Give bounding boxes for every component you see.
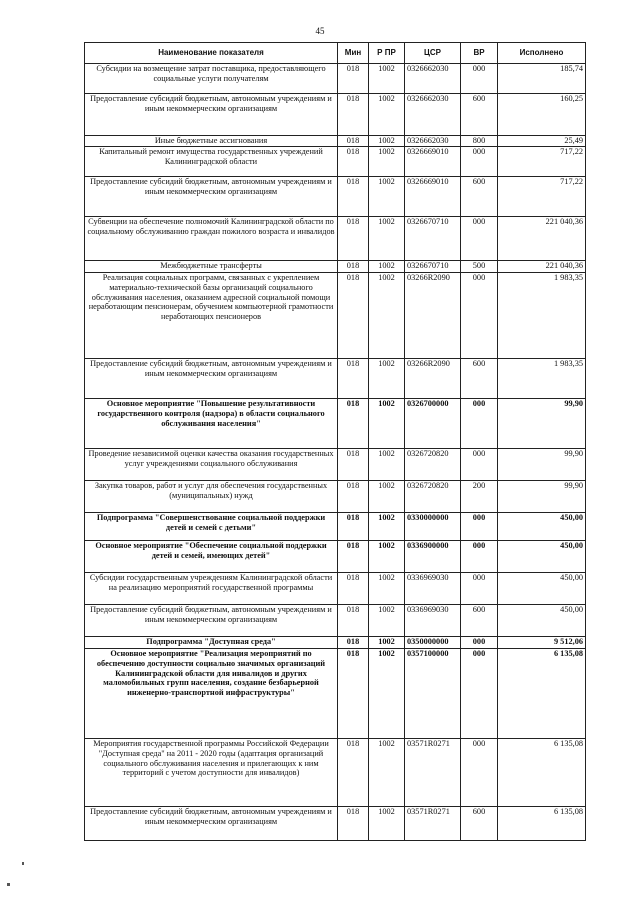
- row-min-cell: 018: [338, 399, 369, 449]
- row-vr-cell: 600: [461, 94, 498, 136]
- row-rpr-cell: 1002: [369, 573, 405, 605]
- row-vr-cell: 000: [461, 573, 498, 605]
- row-min-cell: 018: [338, 605, 369, 637]
- row-done-cell: 99,90: [498, 449, 586, 481]
- row-vr-cell: 000: [461, 649, 498, 739]
- table-row: [85, 64, 586, 94]
- row-done-cell: 6 135,08: [498, 649, 586, 739]
- row-csr-cell: 0326662030: [405, 94, 461, 136]
- row-rpr-cell: 1002: [369, 649, 405, 739]
- row-rpr-cell: 1002: [369, 739, 405, 807]
- col-header-rpr: Р ПР: [369, 43, 405, 64]
- table-row: [85, 649, 586, 739]
- row-done-cell: 99,90: [498, 399, 586, 449]
- row-rpr-cell: 1002: [369, 273, 405, 359]
- row-name-cell: Закупка товаров, работ и услуг для обеспечения государственных (муниципальных) нужд: [85, 481, 338, 513]
- row-csr-cell: 0326669010: [405, 147, 461, 177]
- row-min-cell: 018: [338, 217, 369, 261]
- row-vr-cell: 000: [461, 541, 498, 573]
- row-name-cell: Предоставление субсидий бюджетным, автономным учреждениям и иным некоммерческим организациям: [85, 807, 338, 841]
- row-min-cell: 018: [338, 94, 369, 136]
- table-row: [85, 739, 586, 807]
- col-header-name: Наименование показателя: [85, 43, 338, 64]
- row-done-cell: 9 512,06: [498, 637, 586, 649]
- row-rpr-cell: 1002: [369, 64, 405, 94]
- row-name-cell: Иные бюджетные ассигнования: [85, 136, 338, 147]
- row-rpr-cell: 1002: [369, 136, 405, 147]
- row-name-cell: Основное мероприятие "Реализация мероприятий по обеспечению доступности социально значимых организаций Калининградской области для инвалидов и других маломобильных групп населения, создание безбарьерной инженерно-транспортной инфраструктуры": [85, 649, 338, 739]
- row-rpr-cell: 1002: [369, 399, 405, 449]
- row-done-cell: 450,00: [498, 541, 586, 573]
- row-done-cell: 717,22: [498, 147, 586, 177]
- row-csr-cell: 03266R2090: [405, 273, 461, 359]
- row-csr-cell: 03571R0271: [405, 739, 461, 807]
- row-name-cell: Подпрограмма "Совершенствование социальной поддержки детей и семей с детьми": [85, 513, 338, 541]
- row-csr-cell: 0326662030: [405, 64, 461, 94]
- row-vr-cell: 800: [461, 136, 498, 147]
- row-name-cell: Основное мероприятие "Повышение результативности государственного контроля (надзора) в области социального обслуживания населения": [85, 399, 338, 449]
- row-done-cell: 450,00: [498, 573, 586, 605]
- row-vr-cell: 600: [461, 177, 498, 217]
- table-row: [85, 217, 586, 261]
- row-rpr-cell: 1002: [369, 177, 405, 217]
- row-min-cell: 018: [338, 64, 369, 94]
- row-min-cell: 018: [338, 573, 369, 605]
- table-row: [85, 637, 586, 649]
- table-row: [85, 147, 586, 177]
- table-row: [85, 807, 586, 841]
- table-row: [85, 541, 586, 573]
- row-rpr-cell: 1002: [369, 94, 405, 136]
- row-min-cell: 018: [338, 359, 369, 399]
- col-header-csr: ЦСР: [405, 43, 461, 64]
- row-rpr-cell: 1002: [369, 449, 405, 481]
- col-header-done: Исполнено: [498, 43, 586, 64]
- row-csr-cell: 0326670710: [405, 217, 461, 261]
- row-min-cell: 018: [338, 637, 369, 649]
- row-name-cell: Субсидии государственным учреждениям Калининградской области на реализацию мероприятий государственной программы: [85, 573, 338, 605]
- table-header-row: [85, 43, 586, 64]
- table-row: [85, 273, 586, 359]
- row-csr-cell: 0326720820: [405, 481, 461, 513]
- row-vr-cell: 000: [461, 147, 498, 177]
- row-vr-cell: 000: [461, 513, 498, 541]
- row-vr-cell: 200: [461, 481, 498, 513]
- row-min-cell: 018: [338, 649, 369, 739]
- row-name-cell: Предоставление субсидий бюджетным, автономным учреждениям и иным некоммерческим организациям: [85, 359, 338, 399]
- row-done-cell: 717,22: [498, 177, 586, 217]
- table-row: [85, 605, 586, 637]
- row-done-cell: 221 040,36: [498, 217, 586, 261]
- row-done-cell: 6 135,08: [498, 739, 586, 807]
- row-name-cell: Капитальный ремонт имущества государственных учреждений Калининградской области: [85, 147, 338, 177]
- row-vr-cell: 000: [461, 637, 498, 649]
- row-done-cell: 185,74: [498, 64, 586, 94]
- row-csr-cell: 0326700000: [405, 399, 461, 449]
- row-min-cell: 018: [338, 739, 369, 807]
- row-name-cell: Мероприятия государственной программы Российской Федерации "Доступная среда" на 2011 - 2020 годы (адаптация организаций социального обслуживания населения и прилегающих к ним территорий с учетом доступности для инвалидов): [85, 739, 338, 807]
- table-row: [85, 94, 586, 136]
- row-rpr-cell: 1002: [369, 359, 405, 399]
- row-csr-cell: 03571R0271: [405, 807, 461, 841]
- row-rpr-cell: 1002: [369, 637, 405, 649]
- row-csr-cell: 03266R2090: [405, 359, 461, 399]
- row-done-cell: 450,00: [498, 513, 586, 541]
- row-min-cell: 018: [338, 136, 369, 147]
- row-name-cell: Предоставление субсидий бюджетным, автономным учреждениям и иным некоммерческим организациям: [85, 177, 338, 217]
- row-min-cell: 018: [338, 541, 369, 573]
- row-vr-cell: 000: [461, 739, 498, 807]
- row-done-cell: 25,49: [498, 136, 586, 147]
- row-done-cell: 1 983,35: [498, 359, 586, 399]
- row-min-cell: 018: [338, 807, 369, 841]
- table-row: [85, 399, 586, 449]
- row-name-cell: Субвенции на обеспечение полномочий Калининградской области по социальному обслуживанию граждан пожилого возраста и инвалидов: [85, 217, 338, 261]
- row-name-cell: Реализация социальных программ, связанных с укреплением материально-технической базы организаций социального обслуживания населения, оказанием адресной социальной помощи неработающим пенсионерам, обучением компьютерной грамотности неработающих пенсионеров: [85, 273, 338, 359]
- row-done-cell: 6 135,08: [498, 807, 586, 841]
- budget-table: [84, 42, 586, 841]
- page-number: 45: [315, 26, 325, 36]
- row-rpr-cell: 1002: [369, 217, 405, 261]
- row-csr-cell: 0336900000: [405, 541, 461, 573]
- table-body: [85, 64, 586, 841]
- row-name-cell: Подпрограмма "Доступная среда": [85, 637, 338, 649]
- row-rpr-cell: 1002: [369, 513, 405, 541]
- row-min-cell: 018: [338, 261, 369, 273]
- row-rpr-cell: 1002: [369, 481, 405, 513]
- row-name-cell: Основное мероприятие "Обеспечение социальной поддержки детей и семей, имеющих детей": [85, 541, 338, 573]
- row-rpr-cell: 1002: [369, 541, 405, 573]
- scan-mark: [7, 883, 10, 886]
- scan-mark: [22, 862, 24, 865]
- col-header-min: Мин: [338, 43, 369, 64]
- row-vr-cell: 000: [461, 273, 498, 359]
- row-done-cell: 221 040,36: [498, 261, 586, 273]
- row-done-cell: 160,25: [498, 94, 586, 136]
- row-min-cell: 018: [338, 177, 369, 217]
- table-row: [85, 261, 586, 273]
- row-name-cell: Субсидии на возмещение затрат поставщика, предоставляющего социальные услуги получателям: [85, 64, 338, 94]
- row-csr-cell: 0326669010: [405, 177, 461, 217]
- table-row: [85, 136, 586, 147]
- table-row: [85, 513, 586, 541]
- row-name-cell: Предоставление субсидий бюджетным, автономным учреждениям и иным некоммерческим организациям: [85, 605, 338, 637]
- row-csr-cell: 0326720820: [405, 449, 461, 481]
- row-csr-cell: 0336969030: [405, 573, 461, 605]
- row-csr-cell: 0326670710: [405, 261, 461, 273]
- row-vr-cell: 500: [461, 261, 498, 273]
- table-row: [85, 481, 586, 513]
- row-name-cell: Межбюджетные трансферты: [85, 261, 338, 273]
- row-rpr-cell: 1002: [369, 605, 405, 637]
- row-csr-cell: 0326662030: [405, 136, 461, 147]
- row-vr-cell: 000: [461, 217, 498, 261]
- row-rpr-cell: 1002: [369, 807, 405, 841]
- row-min-cell: 018: [338, 481, 369, 513]
- row-rpr-cell: 1002: [369, 147, 405, 177]
- row-min-cell: 018: [338, 513, 369, 541]
- row-name-cell: Проведение независимой оценки качества оказания государственных услуг учреждениями социального обслуживания: [85, 449, 338, 481]
- row-min-cell: 018: [338, 449, 369, 481]
- row-vr-cell: 600: [461, 605, 498, 637]
- table-row: [85, 359, 586, 399]
- row-vr-cell: 600: [461, 359, 498, 399]
- table-row: [85, 573, 586, 605]
- row-csr-cell: 0350000000: [405, 637, 461, 649]
- table-row: [85, 177, 586, 217]
- row-vr-cell: 000: [461, 449, 498, 481]
- row-done-cell: 99,90: [498, 481, 586, 513]
- row-min-cell: 018: [338, 273, 369, 359]
- row-vr-cell: 600: [461, 807, 498, 841]
- row-vr-cell: 000: [461, 64, 498, 94]
- row-done-cell: 450,00: [498, 605, 586, 637]
- table-row: [85, 449, 586, 481]
- col-header-vr: ВР: [461, 43, 498, 64]
- row-vr-cell: 000: [461, 399, 498, 449]
- row-csr-cell: 0330000000: [405, 513, 461, 541]
- row-rpr-cell: 1002: [369, 261, 405, 273]
- row-csr-cell: 0357100000: [405, 649, 461, 739]
- row-name-cell: Предоставление субсидий бюджетным, автономным учреждениям и иным некоммерческим организациям: [85, 94, 338, 136]
- row-done-cell: 1 983,35: [498, 273, 586, 359]
- row-csr-cell: 0336969030: [405, 605, 461, 637]
- row-min-cell: 018: [338, 147, 369, 177]
